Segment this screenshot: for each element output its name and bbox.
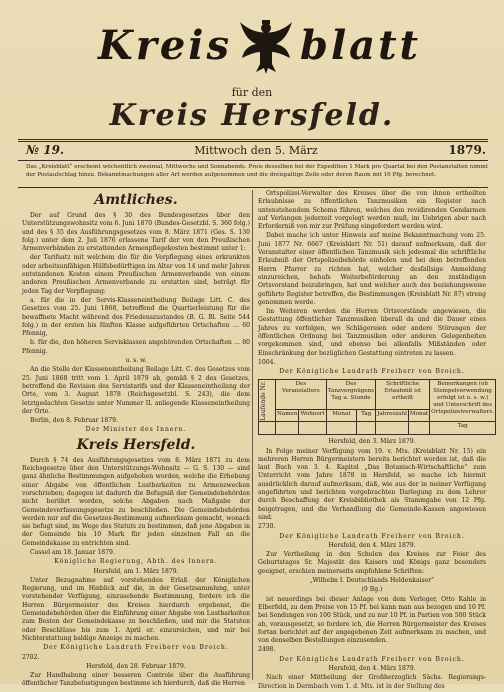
masthead-title-right: blatt (300, 22, 422, 69)
book-title: „Wilhelm I. Deutschlands Heldenkaiser“ (309, 577, 435, 585)
paragraph: b. für die, den höheren Servisklassen angehörenden Ortschaften … 80 Pfennig. (22, 339, 250, 355)
table-cell (376, 422, 409, 435)
notice-rule (18, 187, 488, 188)
reference-number: 1004. (258, 358, 276, 366)
table-subheader: Monat (326, 409, 357, 422)
table-subheader: Jahreszahl (376, 409, 409, 422)
table-subheader: Tag (357, 409, 376, 422)
masthead-title-left: Kreis (98, 22, 233, 69)
table-header: Des Veranstalters (276, 379, 327, 409)
paragraph: Zur Vertheilung in den Schulen des Kreises zur Feier des Geburtstages Sr. Majestät des Kaisers und Königs ganz besonders geeignet, erschien meinerseits empfohlene Schriften: (258, 551, 486, 575)
paragraph: Nach einer Mittheilung der Großherzoglich Sächs. Regierungs-Direction in Dermbach vom 1. d. Mts. ist in der Stellung des (258, 674, 486, 690)
table-header: Des Tanzvergnügens Tag u. Stunde (326, 379, 375, 409)
paragraph: Im Weiteren werden die Herren Ortsvorstände angewiesen, die Gestattung öffentlicher Tanzmusiken überall da und die Dauer eines Jahres zu verfolgen, wo Schlägereien oder andere Störungen der öffentlichen Ordnung bei Tanzmusiken oder anderen Gelegenheiten vorgekommen sind, und ebenso bei allenfalls Mißständen oder Einschränkung der bezüglichen Gestattung eintreten zu lassen. (258, 308, 486, 357)
paragraph: Unter Bezugnahme auf vorstehenden Erlaß der Königlichen Regierung, und im Hinblick auf die, in der Gesetzsammlung, unter vorstehender Verfügung, einzusehende Bestimmung, fordere ich die Herren Bürgermeister des Kreises hierdurch ergebenst, die Gemeindebehörden über die Einführung einer Abgabe von Lustbarkeiten zum Besten der Gemeindekasse zu beschließen, und mir die Statuten oder Beschlüsse bis zum 1. April er. einzureichen, und mir bei Nichterstattung baldige Anzeige zu machen. (22, 576, 250, 642)
issue-year: 1879. (448, 143, 486, 157)
paragraph: In Folge meiner Verfügung vom 19. v. Mts. (Kreisblatt Nr. 15) ein mehreren Herren Bürgermeistern bereits berichtet worden ist, daß die laut Buch von 3. 4. Kapitel „Das Botanisch-Wirtschaftliche“ zum Unterricht vom Jahre 1878 in Hersfeld, so mache ich hiermit ausdrücklich darauf aufmerksam, daß, wie aus der in meiner Verfügung angeführten und berichten vorgebrachten Darlegung zu dem Lehrer durch Beschaffung der Kreisbibliothek als Stammgabe von 12 Pfg. beigetragen, und die Verhandlung die Gemeinde-Kassen angewiesen sind. (258, 447, 486, 521)
paragraph: u. s. w. (125, 357, 147, 365)
left-column (22, 190, 250, 690)
table-subheader: Wohnort (299, 409, 326, 422)
table-cell (276, 422, 299, 435)
paragraph: Der auf Grund des § 30 des Bundesgesetzes über den Unterstützungswohnsitz vom 6. Juni 1870 (Bundes-Gesetzbl. S. 360 folg.) und des § 35 des Ausführungsgesetzes vom 8. März 1871 (Ges. S. 130 folg.) unter dem 2. Juli 1876 erlassene Tarif der von den Preußischen Armenverbänden zu erstattenden Armenpflegekosten bestimmt unter 1: (22, 212, 250, 253)
paragraph: Dabei mache ich unter Hinweis auf meine Bekanntmachung vom 25. Juni 1877 Nr. 6667 (Kreisblatt Nr. 51) darauf aufmerksam, daß der Veranstalter einer öffentlichen Tanzmusik sich jedesmal die schriftliche Erlaubniß der Ortspolizeibehörde einholen und bei dem betreffenden Herrn Pfarrer zu richten hat, welcher desfallsige Anmeldung einzureichen, behufs Weiterbeförderung an den zuständigen Ortsvorstand beizubringen, hat und welcher auch des beziehungsweise geführte Register betreffen, die Bestimmungen (Kreisblatt Nr. 87) streng genommen werde. (258, 232, 486, 306)
signature: Der Königliche Landrath Freiherr von Broich. (279, 368, 465, 376)
right-column (258, 190, 495, 692)
masthead-fuer: für den (231, 86, 273, 99)
issue-number: № 19. (26, 143, 65, 157)
eagle-crest-icon (238, 18, 294, 76)
column-divider (252, 190, 253, 680)
paragraph: Durch § 74 des Ausführungsgesetzes vom 8. März 1871 zu dem Reichsgesetze über den Unterstützungs-Wohnsitz — G. S. 130 — sind ganz ähnliche Bestimmungen aufgehoben worden, welche die Erhebung einer Abgabe von öffentlichen Lustbarkeiten zu Armenzwecken vorschrieben; dagegen ist dadurch die Befugniß der Gemeindebehörden nicht berührt worden, solche Abgaben nach Maßgabe der Gemeindeverfassungsgesetze zu beschließen. Die Gemeindebehörden werden nur auf die Gesetzes-Bestimmung aufmerksam gemacht, wonach sie befugt sind, im Wege des Statuts zu bestimmen, daß jene Abgaben in der Gemeinde bis 10 Mark für jeden einzelnen Fall an die Gemeindekasse zu entrichten sind. (22, 456, 250, 547)
dateline-text: Hersfeld, den 4. März 1879. (328, 541, 416, 549)
dateline-text: Hersfeld, am 1. März 1879. (93, 567, 179, 575)
table-cell (408, 422, 429, 435)
signature: Der Minister des Innern. (85, 426, 187, 434)
dateline (26, 143, 486, 159)
table-subheader: Namen (276, 409, 299, 422)
signature: Der Königliche Landrath Freiherr von Broich. (43, 644, 229, 652)
subscription-notice: Das „Kreisblatt“ erscheint wöchentlich zweimal, Mittwochs und Sonnabends. Preis desselben bei der Expedition 1 Mark pro Quartal bei den Postanstalten nimmt der Postaufschlag hinzu. Bekanntmachungen aller Art werden aufgenommen und die dreispaltige Zeile oder deren Raum mit 10 Pfg. berechnet. (26, 164, 488, 178)
paragraph: der Tarifsatz mit welchem die für die Verpflegung eines erkrankten oder arbeitsunfähigen Hülfsbedürftigen im Alter von 14 und mehr Jahren entstandenen Kosten einem Preußischen Armenverbande von einem anderen Preußischen Armenverbande zu erstatten sind, beträgt für jeden Tag der Verpflegung: (22, 254, 250, 295)
paragraph: Zur Handhabung einer besseren Controle über die Ausführung öffentlicher Tanzbelustigungen bestimme ich hierdurch, daß die Herren (22, 672, 250, 688)
book-subtitle: (9 Bg.) (361, 586, 383, 594)
paragraph: a. für die in der Servis-Klasseneintheilung Beilage Litt. C. des Gesetzes vom 25. Juni 1868, betreffend die Quartierleistung für die bewaffnete Macht während des Friedenszustandes (B. G. Bl. Seite 544 folg.) in der ersten bis fünften Klasse aufgeführten Ortschaften … 60 Pfennig, (22, 296, 250, 338)
section-heading-amtliches: Amtliches. (94, 192, 178, 208)
dateline-text: Cassel am 18. Januar 1879. (30, 548, 115, 556)
section-heading-kreis: Kreis Hersfeld. (76, 436, 196, 453)
table-cell (357, 422, 376, 435)
signature: Königliche Regierung, Abth. des Innern. (54, 558, 218, 566)
reference-number: 2730. (258, 523, 276, 531)
table-cell (326, 422, 357, 435)
table-cell (299, 422, 326, 435)
dateline-text: Hersfeld, den 28. Februar 1879. (86, 662, 186, 670)
dateline-text: Berlin, den 8. Februar 1879. (30, 417, 118, 425)
dateline-text: Hersfeld, den 3. März 1879. (328, 438, 416, 446)
table-subheader: Monat (408, 409, 429, 422)
signature: Der Königliche Landrath Freiherr von Broich. (279, 532, 465, 540)
masthead-subtitle: Kreis Hersfeld. (109, 98, 395, 133)
signature: Der Königliche Landrath Freiherr von Broich. (279, 655, 465, 663)
paragraph: ist neuerdings bei dieser Anlage von dem Verleger, Otto Kahle in Elberfeld, zu dem Preise von 15 Pf. bei kann man aus bezogen und 10 Pf. bei Sendungen von 100 Stück, und zu nur 10 Pf. in Partien von 500 Stück ab, vorausgesetzt, so fordere ich, die Herren Bürgermeister des Kreises fortan berichtet auf der angegebenen Zeit aufmerksam zu machen, und von denselben Bestellungen einzusenden. (258, 595, 486, 645)
top-rule-2 (18, 141, 488, 142)
dance-register-table (258, 379, 496, 436)
table-header: Laufende Nr. (259, 379, 276, 422)
reference-number: 2498. (258, 646, 276, 654)
masthead (0, 0, 504, 136)
table-header: Bemerkungen (ob Stempelverwendung erfolgt ist u. s. w.) und Unterschrift des Ortspolizeiverwalters. (430, 379, 496, 422)
paragraph: An die Stelle der Klasseneintheilung Beilage Litt. C. des Gesetzes vom 25. Juni 1868 tritt vom 1. April 1879 ab, gemäß § 2 des Gesetzes, betreffend die Revision des Servistarifs und der Klasseneintheilung der Orte, vom 3. August 1878 (Reichsgesetzbl. S. 243), die dem letztgedachten Gesetze unter Nummer II. anliegende Klasseneintheilung der Orte. (22, 366, 250, 415)
reference-number: 2702. (22, 653, 40, 661)
table-cell: Tag (430, 422, 496, 435)
table-header: Schriftliche Erlaubniß ist ertheilt (376, 379, 430, 409)
top-rule (18, 139, 488, 140)
table-cell (259, 422, 276, 435)
dateline-rule (18, 160, 488, 161)
issue-date: Mittwoch den 5. März (194, 144, 318, 157)
dateline-text: Hersfeld, den 4. März 1879. (328, 664, 416, 672)
paragraph: Ortspolizei-Verwalter des Kreises über die von ihnen ertheilten Erlaubnisse zu öffentlichen Tanzmusiken ein Register nach untenstehendem Schema führen, welches den revidirenden Gendarmen auf Verlangen jederzeit vorgelegt werden muß, im Uebrigen aber nach Erforderniß von mir zur Prüfung eingefordert werden wird. (258, 190, 486, 231)
